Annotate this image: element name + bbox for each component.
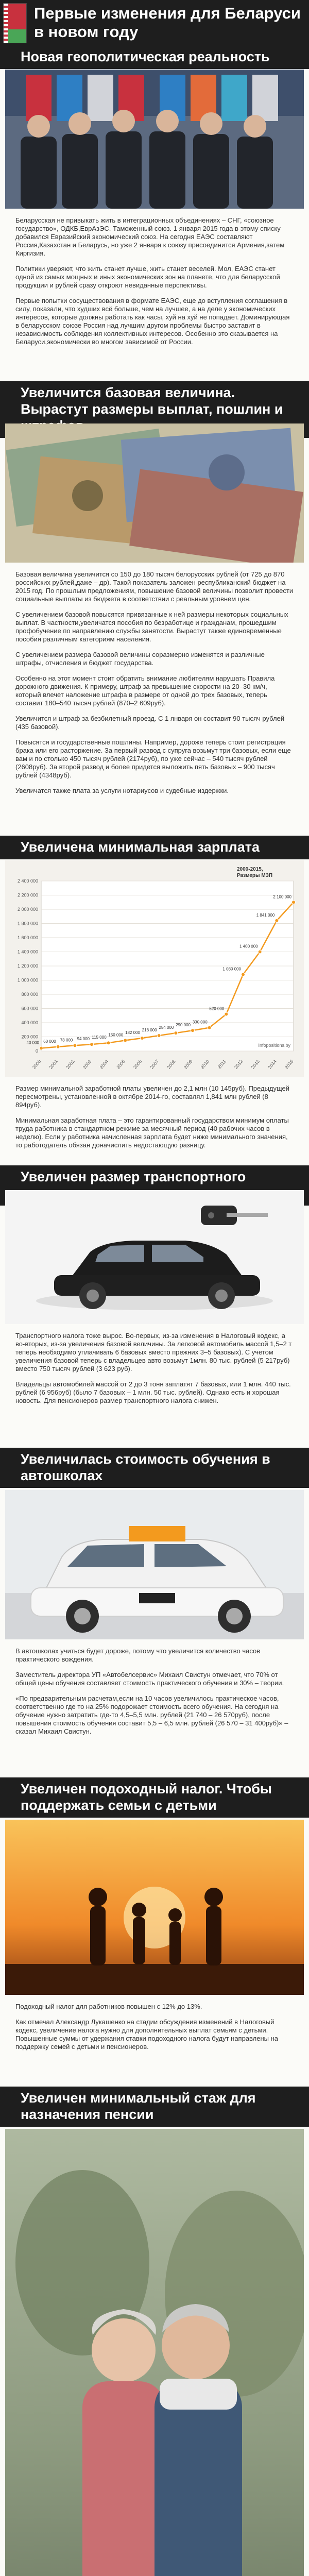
x-tick-label: 2011 xyxy=(216,1058,227,1070)
section-title-transport-tax: Увеличен размер транспортного xyxy=(0,1165,309,1206)
belarus-flag-icon xyxy=(3,3,27,43)
x-tick-label: 2007 xyxy=(149,1058,160,1070)
elderly-couple-photo xyxy=(5,2129,304,2576)
x-tick-label: 2006 xyxy=(132,1058,143,1070)
data-label: 182 000 xyxy=(125,1030,140,1035)
data-point xyxy=(292,901,296,904)
data-label: 1 841 000 xyxy=(256,912,275,918)
section-title-pension: Увеличен минимальный стаж для назначения пенсии xyxy=(0,2087,309,2127)
paragraph: Базовая величина увеличится со 150 до 180 тысяч белорусских рублей (от 725 до 870 российских рублей,даже – др). Такой показатель заложен республиканский бюджет на 2015 год. По прошлым предложениям, повышение базовой величины позволит провести социальные выплаты из бюджета в соответствии с реальным уровнем цен. xyxy=(15,570,294,603)
y-tick-label: 0 xyxy=(35,1048,38,1054)
paragraph: Первые попытки сосуществования в формате ЕАЭС, еще до вступления соглашения в силу, показали, что худших всё больше, чем на лучшее, а на деле у экономических интересов, которые должны работать как часы, хуй на хуй не попадает. Доминирующая в беларусском союзе Россия над лучшим другом проблемы быстро заставит в независимость соблюдения коллективных интересов. Особенно это сказывается на Беларуси,экономически во многом зависимой от России. xyxy=(15,297,290,346)
data-label: 520 000 xyxy=(209,1006,225,1011)
data-label: 1 080 000 xyxy=(222,967,241,972)
data-point xyxy=(258,950,262,954)
header xyxy=(0,0,309,45)
section5-text xyxy=(15,1647,294,1743)
section-title-geopolitics: Новая геополитическая реальность xyxy=(0,45,309,69)
paragraph: «По предварительным расчетам,если на 10 часов увеличилось практическое часов, соответственно где то на 25% подорожает стоимость всего обучения. На сегодня на обучение нужно затратить где-то 4,5–5,5 млн. рублей (21 740 – 26 570руб), после повышения стоимость обучения составит 5,5 – 6,5 млн. рублей (26 570 – 31 400руб)» – сказал Михаил Свистун. xyxy=(15,1694,288,1735)
paragraph: Особенно на этот момент стоит обратить внимание любителям нарушать Правила дорожного движения. К примеру, штраф за превышение скорости на 20–30 км/ч, который влечет наложение штрафа в размере от одной до трех базовых, теперь составит 180–540 тысяч рублей (870–2 609руб). xyxy=(15,674,275,707)
data-point xyxy=(174,1031,178,1035)
x-tick-label: 2012 xyxy=(233,1058,244,1070)
data-point xyxy=(141,1036,144,1040)
paragraph: В автошколах учиться будет дороже, потому что увеличится количество часов практического вождения. xyxy=(15,1647,261,1663)
x-tick-label: 2005 xyxy=(115,1058,126,1070)
money-photo xyxy=(5,423,304,563)
data-point xyxy=(56,1045,60,1048)
paragraph: Как отмечал Александр Лукашенко на стадии обсуждения изменений в Налоговый кодекс, увеличение налога нужно для дополнительных выплат семьям с детьми. Повышенные суммы от удержания ставки подоходного налога будут направлены на поддержку семей с детьми и пенсионеров. xyxy=(15,2018,279,2050)
paragraph: Беларусская не привыкать жить в интеграционных объединениях – СНГ, «союзное государство», ОДКБ,ЕврАзЭС. Таможенный союз. 1 января 2015 года в этому списку добавился Евразийский экономический союз. На сегодня ЕАЭС составляют Россия,Казахстан и Беларусь, но уже 2 января к союзу присоединится Армения,затем Киргизия. xyxy=(15,216,285,257)
data-point xyxy=(90,1043,94,1046)
chart-title: Размеры МЗП xyxy=(237,873,273,878)
data-point xyxy=(107,1041,110,1045)
x-tick-label: 2000 xyxy=(31,1058,42,1070)
data-label: 94 000 xyxy=(77,1037,90,1042)
section1-text xyxy=(15,216,294,353)
paragraph: Транспортного налога тоже вырос. Во-первых, из-за изменения в Налоговый кодекс, а во-вторых, из-за увеличения базовой величины. За легковой автомобиль массой 1,5–2 т теперь необходимо уплачивать 6 базовых вместо прежних 3–5 базовых). С учетом увеличения базовой теперь с владельцев авто возьмут 1млн. 80 тыс. рублей (5 217руб) вместо 750 тысяч рублей (3 623 руб). xyxy=(15,1332,292,1372)
paragraph: Подоходный налог для работников повышен с 12% до 13%. xyxy=(15,2003,202,2010)
data-label: 150 000 xyxy=(108,1032,124,1038)
y-tick-label: 1 800 000 xyxy=(17,921,38,926)
section6-text xyxy=(15,2003,294,2058)
car-keys-photo xyxy=(5,1190,304,1324)
page-title: Первые изменения для Беларуси в новом году xyxy=(34,4,301,41)
y-tick-label: 1 400 000 xyxy=(17,949,38,955)
min-wage-chart xyxy=(5,860,304,1077)
section2-text xyxy=(15,570,294,802)
data-point xyxy=(225,1012,228,1016)
data-point xyxy=(73,1044,77,1047)
x-tick-label: 2008 xyxy=(166,1058,177,1070)
section-title-min-wage: Увеличена минимальная зарплата xyxy=(0,836,309,859)
paragraph: Увеличатся также плата за услуги нотариусов и судебные издержки. xyxy=(15,787,229,794)
data-point xyxy=(191,1029,195,1032)
data-point xyxy=(275,919,279,922)
data-point xyxy=(40,1046,43,1050)
section4-text xyxy=(15,1332,294,1412)
y-tick-label: 800 000 xyxy=(21,992,38,997)
y-tick-label: 2 400 000 xyxy=(17,878,38,884)
paragraph: Заместитель директора УП «Автобелсервис» Михаил Свистун отмечает, что 70% от общей цены обучения составляет стоимость практического обучения и 30% – теории. xyxy=(15,1671,284,1687)
chart-title: 2000-2015, xyxy=(237,867,263,872)
data-point xyxy=(242,973,245,976)
data-label: 60 000 xyxy=(43,1039,56,1044)
y-tick-label: 1 200 000 xyxy=(17,963,38,969)
paragraph: Увеличится и штраф за безбилетный проезд. С 1 января он составит 90 тысяч рублей (435 базовой). xyxy=(15,715,285,731)
data-point xyxy=(208,1026,211,1029)
family-photo xyxy=(5,1820,304,1995)
data-point xyxy=(124,1039,127,1042)
paragraph: Минимальная заработная плата – это гарантированный государством минимум оплаты труда работника в стандартном режиме за месячный период (40 рабочих часов в неделю). Если у работника начисленная зарплата будет ниже минимального значения, то работодатель обязан доначислить недостающую разницу. xyxy=(15,1116,289,1149)
y-tick-label: 2 000 000 xyxy=(17,907,38,912)
chart-source: Infopositions.by xyxy=(258,1043,290,1048)
x-tick-label: 2002 xyxy=(65,1058,76,1070)
data-label: 78 000 xyxy=(60,1038,73,1043)
x-tick-label: 2003 xyxy=(81,1058,93,1070)
section-title-base-value: Увеличится базовая величина. Вырастут размеры выплат, пошлин и xyxy=(0,381,309,438)
x-tick-label: 2009 xyxy=(182,1058,194,1070)
paragraph: С увеличением размера базовой величины соразмерно изменятся и различные штрафы, отчисления и бюджет государства. xyxy=(15,651,265,667)
chart-svg xyxy=(5,860,304,1077)
y-tick-label: 600 000 xyxy=(21,1006,38,1011)
y-tick-label: 1 000 000 xyxy=(17,977,38,983)
y-tick-label: 400 000 xyxy=(21,1020,38,1025)
x-tick-label: 2004 xyxy=(98,1058,110,1070)
paragraph: С увеличением базовой повысятся привязанные к ней размеры некоторых социальных выплат. В частности,увеличатся пособия по безработице и гражданам, прошедшим профобучение по направлению службы занятости. Вырастут также единовременные пособия различным категориям населения. xyxy=(15,611,288,643)
data-label: 218 000 xyxy=(142,1028,157,1033)
paragraph: Политики уверяют, что жить станет лучше, жить станет веселей. Мол, ЕАЭС станет одной из самых мощных и иных экономических зон на планете, что для беларусской продукции и рублей сразу откроют невиданные перспективы. xyxy=(15,265,280,289)
data-label: 115 000 xyxy=(92,1035,107,1040)
section3-text xyxy=(15,1084,294,1157)
x-tick-label: 2014 xyxy=(267,1058,278,1070)
x-tick-label: 2010 xyxy=(199,1058,211,1070)
y-tick-label: 2 200 000 xyxy=(17,892,38,898)
x-tick-label: 2013 xyxy=(250,1058,261,1070)
data-point xyxy=(157,1034,161,1038)
x-tick-label: 2015 xyxy=(283,1058,295,1070)
data-label: 1 400 000 xyxy=(239,944,258,949)
paragraph: Повысятся и государственные пошлины. Например, дороже теперь стоит регистрация брака или его расторжение. За первый развод с супруга возьмут три базовых, если еще вам и по столько 450 тысяч рублей (2174руб), по уже сейчас – 540 тысяч рублей (2608руб). За второй развод и более придется выложить пять базовых – 900 тысяч рублей (4348руб). xyxy=(15,738,291,779)
leaders-photo xyxy=(5,70,304,209)
section-title-driving-school: Увеличилась стоимость обучения в автошколах xyxy=(0,1448,309,1488)
driving-school-car-photo xyxy=(5,1490,304,1639)
paragraph: Владельцы автомобилей массой от 2 до 3 тонн заплатят 7 базовых, или 1 млн. 440 тыс. рублей (6 956руб) (было 7 базовых – 1 млн. 50 тыс. рублей). Однако есть и хорошая новость. Для пенсионеров размер транспортного налога снижен. xyxy=(15,1380,291,1404)
data-label: 2 100 000 xyxy=(273,894,291,900)
section-title-income-tax: Увеличен подоходный налог. Чтобы поддержать семьи с детьми xyxy=(0,1777,309,1818)
paragraph: Размер минимальной заработной платы увеличен до 2,1 млн (10 145руб). Предыдущей пересмотрены, установленной в октябре 2014-го, составлял 1,841 млн рублей (8 894руб). xyxy=(15,1084,290,1109)
y-tick-label: 1 600 000 xyxy=(17,935,38,940)
data-label: 290 000 xyxy=(176,1023,191,1028)
x-tick-label: 2001 xyxy=(48,1058,59,1070)
data-label: 330 000 xyxy=(192,1020,208,1025)
y-tick-label: 200 000 xyxy=(21,1034,38,1040)
data-label: 254 000 xyxy=(159,1025,174,1030)
data-label: 40 000 xyxy=(26,1040,39,1045)
